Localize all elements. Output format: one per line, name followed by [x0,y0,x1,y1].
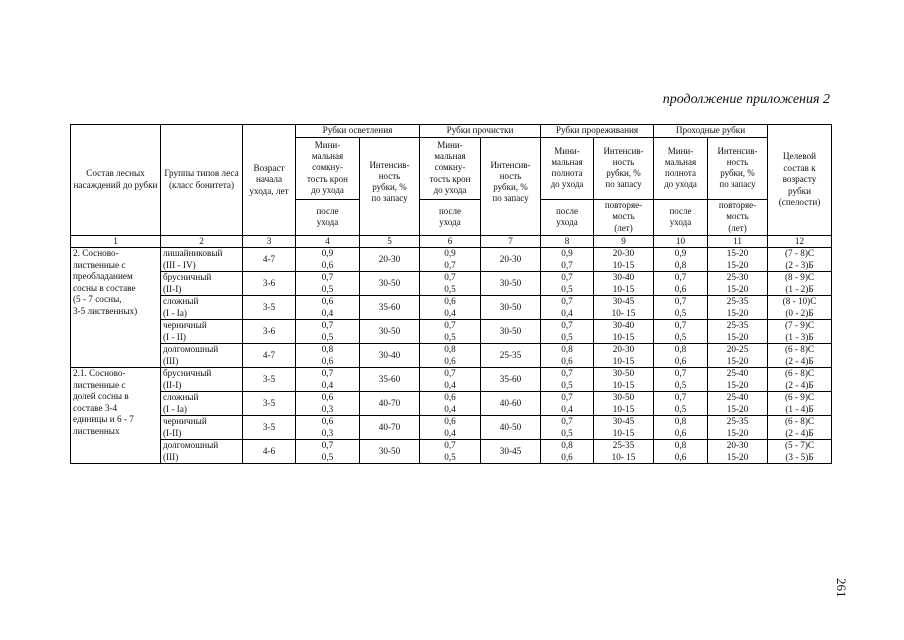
min-density-value [541,296,594,320]
min-density-value-line: 0,9 [561,248,573,258]
repeat-value-line: 30-50 [612,368,635,378]
target-composition-value [768,416,832,440]
min-density-value-line: 0,8 [561,440,573,450]
start-age-value: 3-5 [243,392,296,416]
min-crown-value-line: 0,6 [444,416,456,426]
repeat-value-line: 10-15 [612,259,635,270]
target-composition-value-line: (3 - 5)Б [785,451,814,462]
column-number: 12 [768,235,832,248]
min-density-value-line: 0,6 [561,451,573,462]
repeat-value-line: 25-40 [726,392,749,402]
repeat-value-line: 15-20 [726,331,749,342]
header-intensity: Интенсив- ность рубки, % по запасу [594,137,654,199]
min-crown-value-line: 0,6 [444,355,456,366]
repeat-value-line: 15-20 [726,379,749,390]
repeat-value-line: 25-40 [726,368,749,378]
target-composition-value-line: (0 - 2)Б [785,307,814,318]
page-number: 261 [834,578,849,598]
min-density-value-line: 0,5 [674,379,687,390]
repeat-value [708,368,768,392]
min-crown-value [296,440,360,464]
min-crown-value [420,416,481,440]
min-crown-value-line: 0,9 [321,248,334,258]
target-composition-value [768,440,832,464]
repeat-value [708,344,768,368]
forest-type-cell [161,440,243,464]
min-density-value [654,296,708,320]
repeat-value [708,320,768,344]
min-crown-value-line: 0,6 [444,296,456,306]
min-crown-value-line: 0,7 [321,320,334,330]
intensity-value: 40-70 [360,392,420,416]
header-min-crown: Мини- мальная сомкну- тость крон до ухода [420,137,481,199]
repeat-value-line: 15-20 [726,403,749,414]
min-density-value [654,344,708,368]
min-density-value-line: 0,6 [674,427,687,438]
min-density-value-line: 0,5 [674,403,687,414]
header-forest-type: Группы типов леса (класс бонитета) [161,125,243,236]
min-density-value [541,320,594,344]
repeat-value-line: 15-20 [726,307,749,318]
min-density-value-line: 0,6 [674,283,687,294]
min-density-value-line: 0,7 [674,296,687,306]
min-density-value-line: 0,7 [561,416,573,426]
min-crown-value-line: 0,6 [444,392,456,402]
forest-type-name: черничный [163,320,207,330]
forest-type-cell [161,296,243,320]
intensity-value: 35-60 [360,296,420,320]
forest-type-cell [161,320,243,344]
min-density-value [654,320,708,344]
target-composition-value-line: (1 - 3)Б [785,331,814,342]
min-crown-value [420,392,481,416]
min-density-value-line: 0,7 [561,296,573,306]
start-age-value: 3-5 [243,296,296,320]
repeat-value-line: 25-35 [726,296,749,306]
start-age-value: 4-7 [243,248,296,272]
column-number: 10 [654,235,708,248]
min-density-value-line: 0,7 [561,272,573,282]
min-density-value-line: 0,8 [561,344,573,354]
repeat-value [708,296,768,320]
header-group-cleaning: Рубки прочистки [420,125,541,138]
min-crown-value-line: 0,5 [444,451,456,462]
forest-type-name: брусничный [163,272,212,282]
min-density-value-line: 0,7 [561,392,573,402]
forest-type-cell [161,344,243,368]
bonitet-class: (I-II) [163,427,182,438]
header-composition: Состав лесных насаждений до рубки [71,125,161,236]
min-density-value-line: 0,6 [674,355,687,366]
header-repeat: повторяе- мость (лет) [708,199,768,235]
min-density-value [654,248,708,272]
repeat-value-line: 30-50 [612,392,635,402]
repeat-value-line: 25-30 [726,272,749,282]
repeat-value-line: 25-35 [726,320,749,330]
min-crown-value-line: 0,8 [444,344,456,354]
min-crown-value [296,320,360,344]
min-crown-value-line: 0,4 [321,307,334,318]
forest-type-name: лишайниковый [163,248,223,258]
start-age-value: 3-5 [243,368,296,392]
target-composition-value [768,272,832,296]
repeat-value-line: 10-15 [612,331,635,342]
table-row [71,320,832,344]
table-body [71,248,832,464]
min-density-value [654,416,708,440]
min-density-value-line: 0,6 [674,451,687,462]
target-composition-value-line: (7 - 8)С [784,248,815,258]
forest-care-table [70,124,832,464]
forest-type-name: брусничный [163,368,212,378]
repeat-value-line: 10- 15 [611,307,636,318]
start-age-value: 4-6 [243,440,296,464]
repeat-value [708,248,768,272]
table-row [71,344,832,368]
composition-cell: 2. Сосново- лиственные с преобладанием сосны в составе (5 - 7 сосны, 3-5 лиственных) [71,248,161,368]
min-density-value-line: 0,8 [674,259,687,270]
repeat-value-line: 10-15 [612,427,635,438]
column-number: 8 [541,235,594,248]
target-composition-value-line: (2 - 4)Б [785,427,814,438]
header-group-passing: Проходные рубки [654,125,768,138]
min-density-value-line: 0,4 [561,403,573,414]
target-composition-value [768,248,832,272]
forest-type-cell [161,416,243,440]
repeat-value [708,272,768,296]
min-density-value-line: 0,5 [561,283,573,294]
min-crown-value [420,272,481,296]
min-density-value-line: 0,7 [674,368,687,378]
forest-type-name: долгомошный [163,344,219,354]
min-crown-value-line: 0,4 [444,427,456,438]
target-composition-value [768,368,832,392]
min-density-value-line: 0,4 [561,307,573,318]
min-crown-value [296,248,360,272]
target-composition-value-line: (8 - 10)С [782,296,817,306]
table-row [71,368,832,392]
bonitet-class: (III) [163,355,179,366]
header-target-composition: Целевой состав к возрасту рубки (спелости) [768,125,832,236]
start-age-value: 4-7 [243,344,296,368]
min-crown-value [420,320,481,344]
min-crown-value-line: 0,7 [321,272,334,282]
min-crown-value-line: 0,4 [444,379,456,390]
repeat-value [594,392,654,416]
min-density-value-line: 0,7 [674,320,687,330]
min-crown-value [296,392,360,416]
min-crown-value-line: 0,6 [321,355,334,366]
min-crown-value [296,296,360,320]
min-crown-value-line: 0,8 [321,344,334,354]
header-after-care: после ухода [654,199,708,235]
min-crown-value-line: 0,4 [321,379,334,390]
header-after-care: после ухода [420,199,481,235]
min-density-value [541,344,594,368]
header-start-age: Возраст начала ухода, лет [243,125,296,236]
column-number: 11 [708,235,768,248]
repeat-value-line: 10-15 [612,403,635,414]
header-group-thinning: Рубки прореживания [541,125,654,138]
forest-type-cell [161,272,243,296]
intensity-value: 30-50 [360,440,420,464]
appendix-subtitle: продолжение приложения 2 [662,92,830,107]
min-crown-value-line: 0,7 [321,440,334,450]
repeat-value-line: 25-35 [726,416,749,426]
intensity-value: 40-50 [481,416,541,440]
min-crown-value-line: 0,3 [321,403,334,414]
min-crown-value [296,344,360,368]
min-density-value-line: 0,7 [674,272,687,282]
intensity-value: 30-50 [481,296,541,320]
min-density-value-line: 0,8 [674,344,687,354]
header-group-lightening: Рубки осветления [296,125,420,138]
target-composition-value-line: (1 - 4)Б [785,403,814,414]
repeat-value-line: 30-45 [612,416,635,426]
composition-cell: 2.1. Сосново- лиственные с долей сосны в составе 3-4 единицы и 6 - 7 лиственных [71,368,161,464]
min-density-value-line: 0,9 [674,248,687,258]
table-row [71,296,832,320]
intensity-value: 40-60 [481,392,541,416]
min-crown-value-line: 0,6 [321,392,334,402]
min-crown-value-line: 0,7 [444,320,456,330]
repeat-value-line: 10-15 [612,355,635,366]
min-density-value-line: 0,7 [561,259,573,270]
table-row [71,248,832,272]
forest-type-name: черничный [163,416,207,426]
repeat-value-line: 15-20 [726,283,749,294]
min-density-value-line: 0,8 [674,416,687,426]
intensity-value: 35-60 [481,368,541,392]
min-crown-value-line: 0,6 [321,259,334,270]
min-density-value [654,392,708,416]
intensity-value: 30-50 [481,320,541,344]
bonitet-class: (I - Iа) [163,307,187,318]
repeat-value-line: 20-30 [612,248,635,258]
column-number: 5 [360,235,420,248]
repeat-value [594,416,654,440]
forest-type-name: долгомошный [163,440,219,450]
min-density-value [654,440,708,464]
header-intensity: Интенсив- ность рубки, % по запасу [708,137,768,199]
min-crown-value-line: 0,6 [321,296,334,306]
table-row [71,272,832,296]
repeat-value-line: 20-30 [726,440,749,450]
intensity-value: 30-50 [481,272,541,296]
intensity-value: 30-50 [360,272,420,296]
forest-type-cell [161,392,243,416]
min-density-value [541,392,594,416]
repeat-value [594,320,654,344]
min-density-value [541,368,594,392]
repeat-value [594,248,654,272]
intensity-value: 30-45 [481,440,541,464]
header-after-care: после ухода [541,199,594,235]
header-min-crown: Мини- мальная сомкну- тость крон до ухода [296,137,360,199]
min-crown-value [296,272,360,296]
header-intensity: Интенсив- ность рубки, % по запасу [481,137,541,235]
min-crown-value-line: 0,7 [444,440,456,450]
min-crown-value-line: 0,5 [444,331,456,342]
repeat-value-line: 10- 15 [611,451,636,462]
min-density-value [541,416,594,440]
min-crown-value-line: 0,4 [444,403,456,414]
repeat-value-line: 10-15 [612,283,635,294]
forest-type-cell [161,368,243,392]
table-row [71,440,832,464]
target-composition-value-line: (5 - 7)С [784,440,815,450]
min-crown-value-line: 0,5 [321,451,334,462]
column-number: 9 [594,235,654,248]
target-composition-value-line: (6 - 8)С [784,368,815,378]
min-density-value [654,272,708,296]
intensity-value: 30-50 [360,320,420,344]
column-number: 2 [161,235,243,248]
target-composition-value [768,392,832,416]
intensity-value: 20-30 [481,248,541,272]
repeat-value-line: 20-25 [726,344,749,354]
column-number: 1 [71,235,161,248]
start-age-value: 3-6 [243,272,296,296]
repeat-value [594,296,654,320]
min-density-value [541,272,594,296]
min-density-value-line: 0,5 [674,331,687,342]
intensity-value: 20-30 [360,248,420,272]
forest-type-name: сложный [163,392,199,402]
min-crown-value-line: 0,6 [321,416,334,426]
target-composition-value-line: (7 - 9)С [784,320,815,330]
bonitet-class: (I - II) [163,331,186,342]
target-composition-value-line: (8 - 9)С [784,272,815,282]
bonitet-class: (II-I) [163,283,182,294]
min-crown-value-line: 0,7 [321,368,334,378]
target-composition-value [768,344,832,368]
min-density-value-line: 0,8 [674,440,687,450]
bonitet-class: (I - Iа) [163,403,187,414]
column-number: 4 [296,235,360,248]
target-composition-value-line: (1 - 2)Б [785,283,814,294]
min-crown-value-line: 0,3 [321,427,334,438]
target-composition-value-line: (2 - 4)Б [785,379,814,390]
intensity-value: 40-70 [360,416,420,440]
min-density-value [541,440,594,464]
min-density-value-line: 0,7 [561,320,573,330]
repeat-value-line: 30-40 [612,320,635,330]
min-density-value-line: 0,6 [561,355,573,366]
repeat-value-line: 15-20 [726,451,749,462]
repeat-value-line: 10-15 [612,379,635,390]
header-repeat: повторяе- мость (лет) [594,199,654,235]
table-row [71,392,832,416]
min-density-value [541,248,594,272]
min-crown-value-line: 0,9 [444,248,456,258]
repeat-value-line: 15-20 [726,259,749,270]
start-age-value: 3-5 [243,416,296,440]
target-composition-value-line: (6 - 8)С [784,416,815,426]
column-number: 3 [243,235,296,248]
target-composition-value [768,320,832,344]
target-composition-value-line: (6 - 8)С [784,344,815,354]
min-density-value-line: 0,5 [674,307,687,318]
start-age-value: 3-6 [243,320,296,344]
intensity-value: 35-60 [360,368,420,392]
header-intensity: Интенсив- ность рубки, % по запасу [360,137,420,235]
min-crown-value-line: 0,5 [321,331,334,342]
intensity-value: 30-40 [360,344,420,368]
repeat-value-line: 20-30 [612,344,635,354]
min-crown-value [296,368,360,392]
repeat-value [708,440,768,464]
min-density-value-line: 0,5 [561,379,573,390]
min-density-value-line: 0,7 [561,368,573,378]
min-density-value-line: 0,5 [561,331,573,342]
min-crown-value-line: 0,7 [444,259,456,270]
min-density-value-line: 0,7 [674,392,687,402]
column-number: 7 [481,235,541,248]
target-composition-value-line: (2 - 3)Б [785,259,814,270]
bonitet-class: (III) [163,451,179,462]
header-min-density: Мини- мальная полнота до ухода [541,137,594,199]
bonitet-class: (II-I) [163,379,182,390]
repeat-value [708,416,768,440]
repeat-value-line: 30-45 [612,296,635,306]
min-crown-value-line: 0,5 [444,283,456,294]
min-crown-value-line: 0,5 [321,283,334,294]
min-crown-value [420,248,481,272]
repeat-value [708,392,768,416]
repeat-value [594,440,654,464]
repeat-value-line: 15-20 [726,248,749,258]
table-row [71,416,832,440]
repeat-value-line: 30-40 [612,272,635,282]
min-crown-value [420,296,481,320]
min-crown-value-line: 0,4 [444,307,456,318]
min-crown-value [420,440,481,464]
repeat-value [594,272,654,296]
forest-type-name: сложный [163,296,199,306]
min-density-value [654,368,708,392]
header-min-density: Мини- мальная полнота до ухода [654,137,708,199]
column-number: 6 [420,235,481,248]
repeat-value [594,344,654,368]
bonitet-class: (III - IV) [163,259,196,270]
header-after-care: после ухода [296,199,360,235]
min-crown-value [420,344,481,368]
target-composition-value-line: (6 - 9)С [784,392,815,402]
intensity-value: 25-35 [481,344,541,368]
forest-type-cell [161,248,243,272]
min-crown-value [420,368,481,392]
repeat-value-line: 15-20 [726,355,749,366]
repeat-value-line: 15-20 [726,427,749,438]
target-composition-value-line: (2 - 4)Б [785,355,814,366]
repeat-value [594,368,654,392]
min-crown-value [296,416,360,440]
target-composition-value [768,296,832,320]
min-density-value-line: 0,5 [561,427,573,438]
repeat-value-line: 25-35 [612,440,635,450]
min-crown-value-line: 0,7 [444,368,456,378]
min-crown-value-line: 0,7 [444,272,456,282]
